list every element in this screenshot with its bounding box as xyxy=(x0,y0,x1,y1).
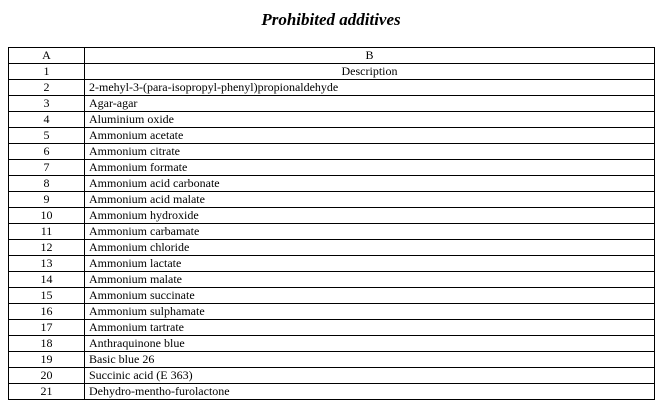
additive-name: Aluminium oxide xyxy=(85,112,655,128)
row-number: 9 xyxy=(9,192,85,208)
row-number: 13 xyxy=(9,256,85,272)
table-row xyxy=(9,176,655,192)
column-letter-a: A xyxy=(9,48,85,64)
row-number: 3 xyxy=(9,96,85,112)
row-number: 18 xyxy=(9,336,85,352)
table-row xyxy=(9,112,655,128)
table-row xyxy=(9,304,655,320)
row-number: 6 xyxy=(9,144,85,160)
table-row xyxy=(9,384,655,400)
document-title: Prohibited additives xyxy=(261,10,401,29)
table-row xyxy=(9,240,655,256)
row-number: 11 xyxy=(9,224,85,240)
additive-name: Ammonium acid malate xyxy=(85,192,655,208)
table-row xyxy=(9,272,655,288)
table-body xyxy=(9,48,655,400)
table-row xyxy=(9,336,655,352)
row-number: 8 xyxy=(9,176,85,192)
row-number: 20 xyxy=(9,368,85,384)
additive-name: Ammonium formate xyxy=(85,160,655,176)
additive-name: Ammonium chloride xyxy=(85,240,655,256)
row-number: 17 xyxy=(9,320,85,336)
additive-name: Ammonium lactate xyxy=(85,256,655,272)
column-letter-row xyxy=(9,48,655,64)
row-number: 14 xyxy=(9,272,85,288)
description-header: Description xyxy=(85,64,655,80)
additive-name: Ammonium acetate xyxy=(85,128,655,144)
additive-name: Dehydro-mentho-furolactone xyxy=(85,384,655,400)
table-row xyxy=(9,80,655,96)
additive-name: Succinic acid (E 363) xyxy=(85,368,655,384)
additive-name: Ammonium succinate xyxy=(85,288,655,304)
prohibited-additives-table xyxy=(8,47,655,400)
table-row xyxy=(9,288,655,304)
row-number: 21 xyxy=(9,384,85,400)
additive-name: 2-mehyl-3-(para-isopropyl-phenyl)propionaldehyde xyxy=(85,80,655,96)
row-number: 12 xyxy=(9,240,85,256)
table-row xyxy=(9,208,655,224)
description-header-row xyxy=(9,64,655,80)
table-row xyxy=(9,160,655,176)
additive-name: Ammonium hydroxide xyxy=(85,208,655,224)
column-letter-b: B xyxy=(85,48,655,64)
additive-name: Ammonium tartrate xyxy=(85,320,655,336)
additive-name: Ammonium acid carbonate xyxy=(85,176,655,192)
row-number: 10 xyxy=(9,208,85,224)
row-number: 15 xyxy=(9,288,85,304)
row-number: 5 xyxy=(9,128,85,144)
additive-name: Agar-agar xyxy=(85,96,655,112)
table-row xyxy=(9,144,655,160)
additive-name: Ammonium malate xyxy=(85,272,655,288)
table-row xyxy=(9,192,655,208)
table-row xyxy=(9,352,655,368)
row-number: 2 xyxy=(9,80,85,96)
row-number: 19 xyxy=(9,352,85,368)
header-row-number: 1 xyxy=(9,64,85,80)
table-row xyxy=(9,96,655,112)
table-row xyxy=(9,256,655,272)
table-row xyxy=(9,320,655,336)
additive-name: Ammonium sulphamate xyxy=(85,304,655,320)
additive-name: Anthraquinone blue xyxy=(85,336,655,352)
additive-name: Basic blue 26 xyxy=(85,352,655,368)
additive-name: Ammonium citrate xyxy=(85,144,655,160)
row-number: 7 xyxy=(9,160,85,176)
table-row xyxy=(9,368,655,384)
additive-name: Ammonium carbamate xyxy=(85,224,655,240)
row-number: 16 xyxy=(9,304,85,320)
table-row xyxy=(9,128,655,144)
table-row xyxy=(9,224,655,240)
row-number: 4 xyxy=(9,112,85,128)
